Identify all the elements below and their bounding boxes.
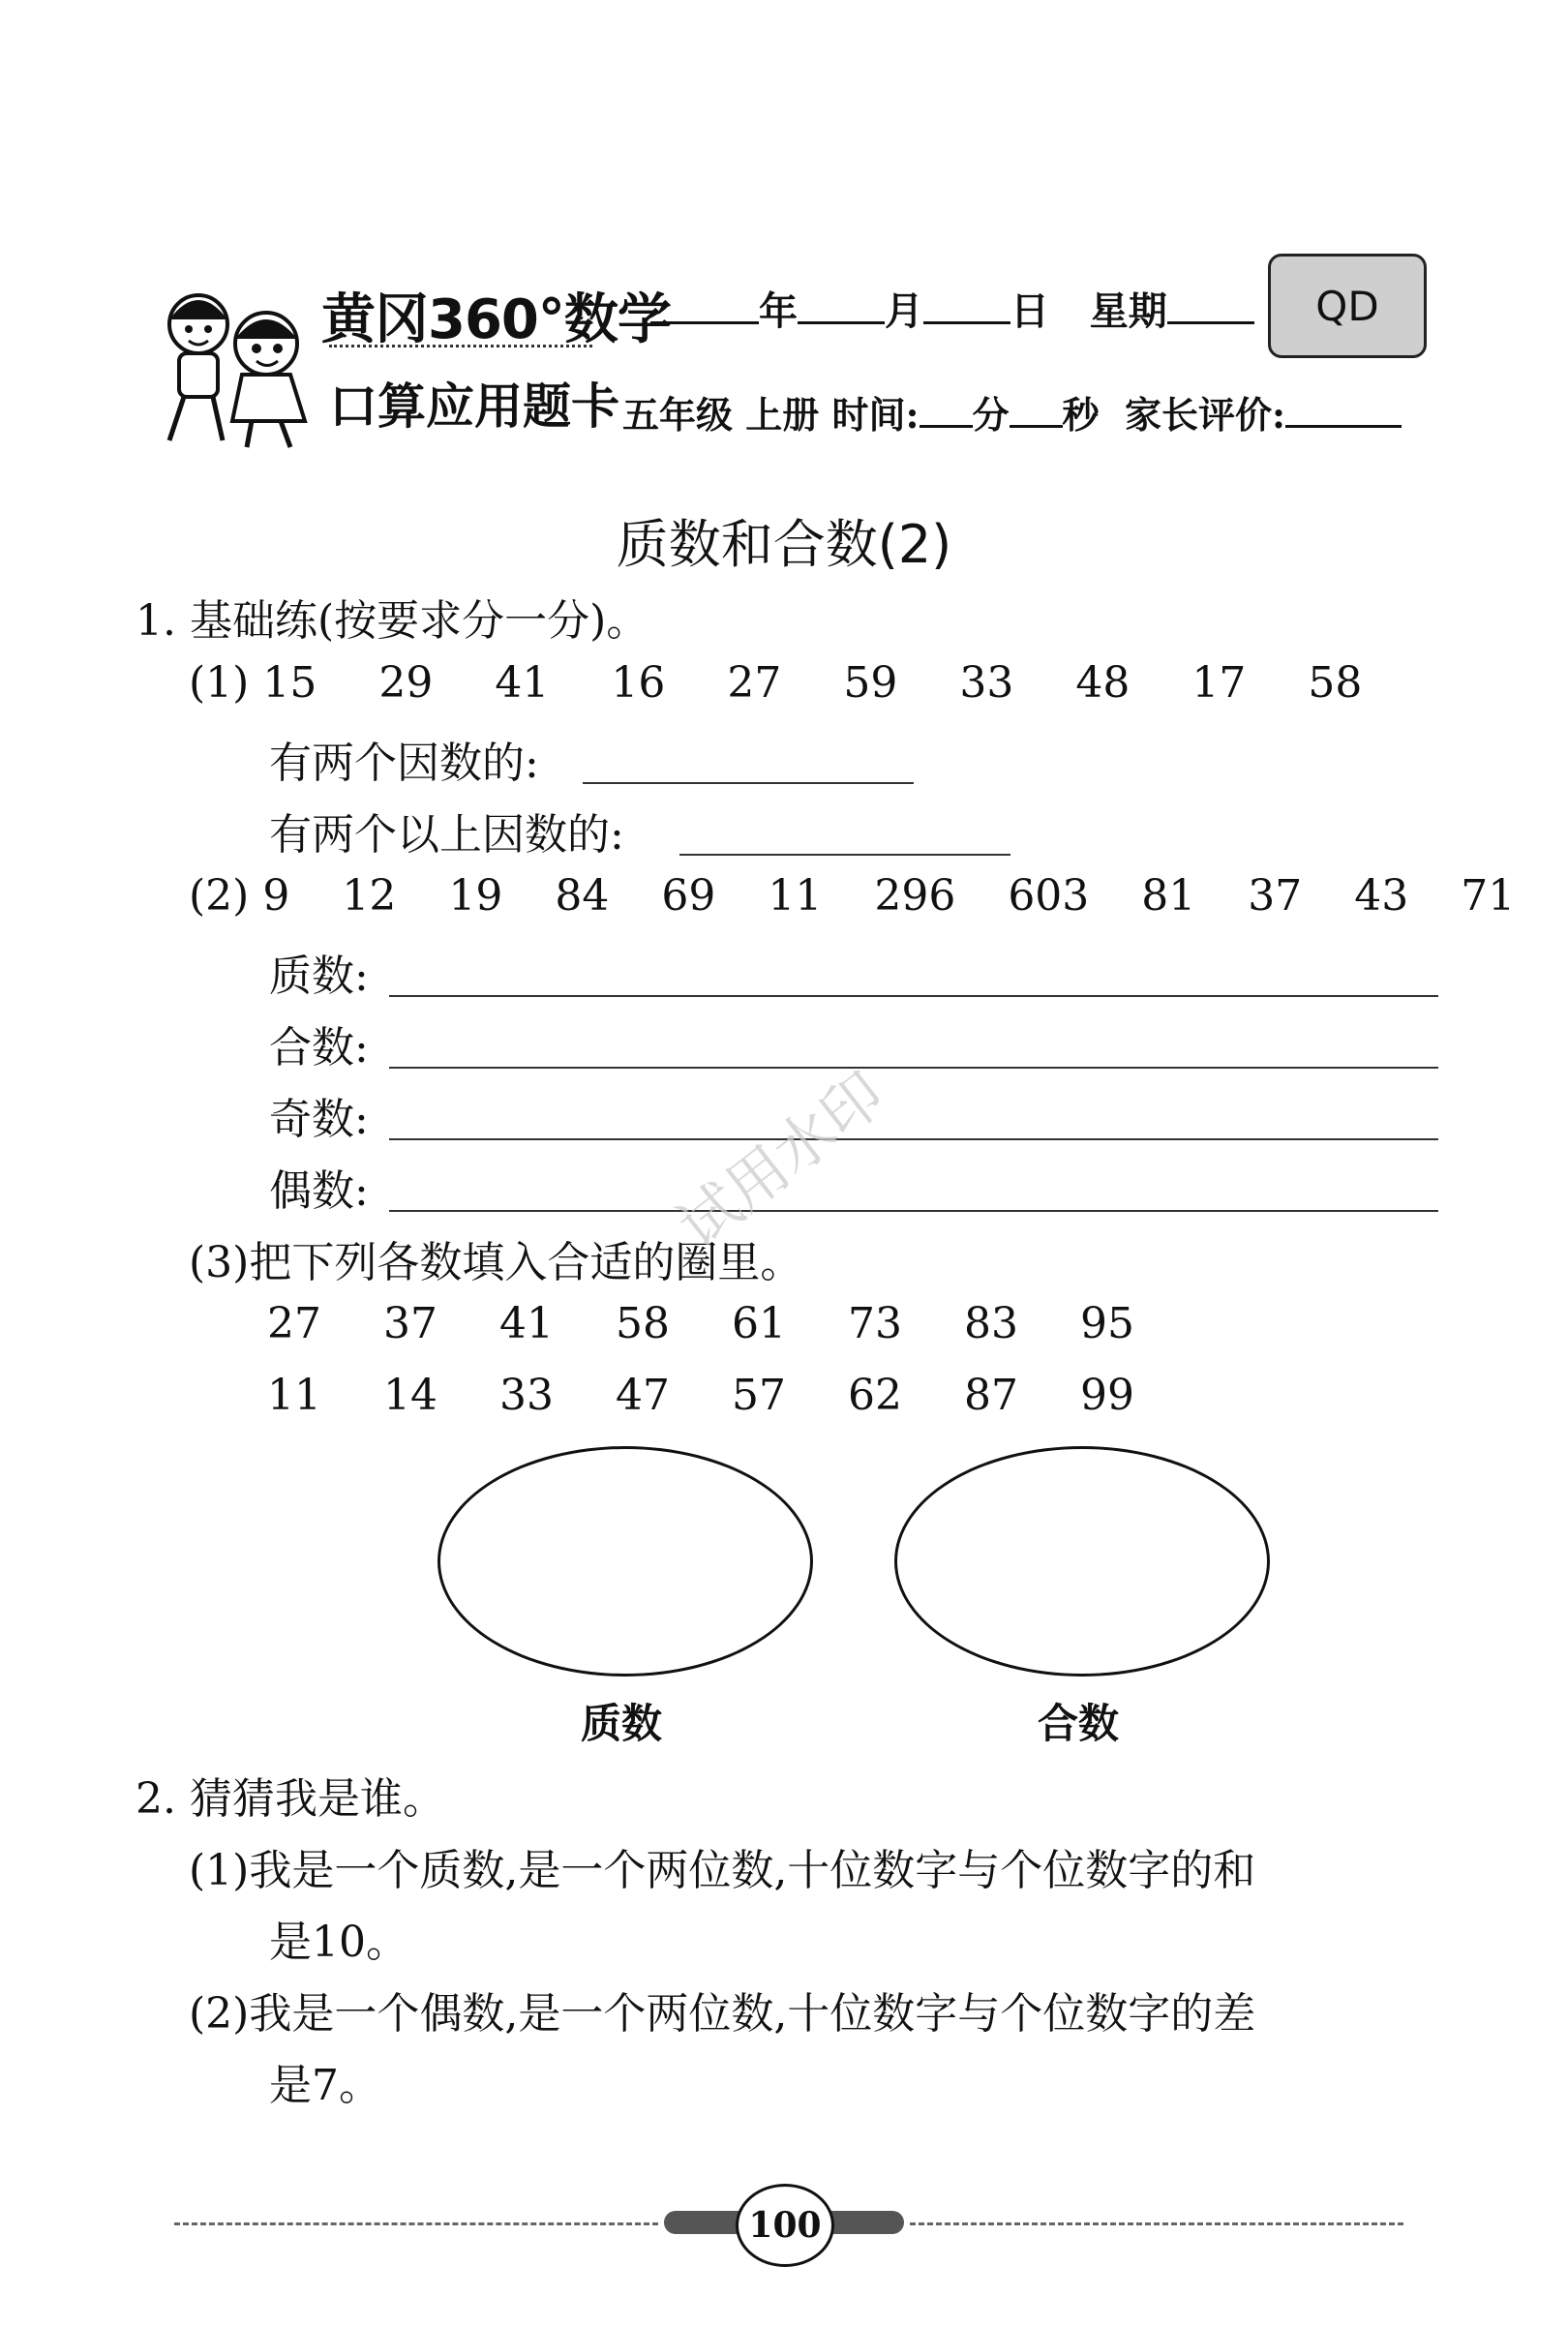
number-item: 43	[1354, 871, 1409, 921]
q1-part1-row	[189, 658, 1362, 708]
q2-part1-label: (1)	[189, 1846, 250, 1895]
number-item: 14	[383, 1371, 437, 1420]
year-label: 年	[759, 288, 798, 334]
number-item: 29	[378, 658, 434, 708]
q1-part3-row1	[267, 1299, 1134, 1348]
number-item: 296	[874, 871, 956, 921]
number-item: 59	[843, 658, 898, 708]
minute-blank[interactable]	[920, 390, 973, 428]
number-item: 16	[611, 658, 666, 708]
even-label: 偶数:	[269, 1166, 369, 1216]
number-item: 99	[1080, 1371, 1134, 1420]
prime-oval-label: 质数	[581, 1700, 663, 1747]
number-item: 69	[661, 871, 716, 921]
q2-part2-line1	[189, 1979, 1255, 2040]
q1-part3-text: 把下列各数填入合适的圈里。	[249, 1238, 803, 1287]
children-logo-illustration	[145, 281, 329, 455]
parent-eval-blank[interactable]	[1285, 390, 1402, 428]
second-blank[interactable]	[1010, 390, 1063, 428]
composite-answer-line[interactable]	[389, 1067, 1438, 1069]
number-item: 47	[616, 1371, 670, 1420]
page-number: 100	[736, 2184, 834, 2267]
month-blank[interactable]	[798, 287, 885, 324]
number-item: 33	[499, 1371, 554, 1420]
number-item: 11	[768, 871, 823, 921]
even-answer-line[interactable]	[389, 1210, 1438, 1212]
composite-oval-label: 合数	[1038, 1700, 1120, 1747]
number-item: 41	[495, 658, 550, 708]
number-item: 27	[727, 658, 782, 708]
number-item: 37	[383, 1299, 437, 1348]
weekday-label: 星期	[1089, 288, 1167, 334]
grade-info: 五年级 上册 时间:	[622, 393, 920, 437]
q1-part3-label: (3)	[189, 1238, 250, 1287]
parent-eval-label: 家长评价:	[1125, 393, 1286, 437]
q1-part2-row	[189, 871, 1515, 921]
q2-heading: 2. 猜猜我是谁。	[136, 1774, 445, 1824]
q2-part1-text: 我是一个质数,是一个两位数,十位数字与个位数字的和	[249, 1846, 1256, 1895]
number-item: 73	[848, 1299, 902, 1348]
edition-badge: QD	[1268, 254, 1427, 358]
brand-title: 黄冈360°数学	[321, 288, 671, 351]
q1-part2-label: (2)	[189, 871, 250, 921]
number-item: 27	[267, 1299, 321, 1348]
month-label: 月	[885, 288, 923, 334]
composite-label: 合数:	[269, 1023, 369, 1073]
page-title: 质数和合数(2)	[616, 514, 952, 575]
q2-part2-line2: 是7。	[269, 2061, 381, 2110]
q1-part1-label: (1)	[189, 658, 250, 708]
number-item: 62	[848, 1371, 902, 1420]
weekday-blank[interactable]	[1167, 287, 1254, 324]
number-item: 11	[267, 1371, 321, 1420]
odd-answer-line[interactable]	[389, 1138, 1438, 1140]
q1-part3-row2	[267, 1371, 1134, 1420]
number-item: 61	[732, 1299, 786, 1348]
q1-heading: 1. 基础练(按要求分一分)。	[136, 596, 649, 646]
minute-label: 分	[972, 393, 1010, 437]
number-item: 57	[732, 1371, 786, 1420]
date-fields	[650, 281, 1254, 336]
number-item: 41	[499, 1299, 554, 1348]
number-item: 19	[448, 871, 503, 921]
footer-dashed-line-left	[174, 2222, 658, 2225]
number-item: 15	[262, 658, 317, 708]
number-item: 81	[1141, 871, 1196, 921]
footer-dashed-line-right	[910, 2222, 1403, 2225]
number-item: 603	[1008, 871, 1090, 921]
two-factors-answer-line[interactable]	[583, 782, 914, 784]
grade-time-row	[622, 385, 1402, 438]
prime-answer-line[interactable]	[389, 995, 1438, 997]
number-item: 9	[262, 871, 290, 921]
q2-part1-line1	[189, 1835, 1255, 1897]
number-item: 84	[555, 871, 610, 921]
brand-subtitle: 口算应用题卡	[329, 378, 619, 435]
brand-divider	[329, 345, 592, 348]
odd-label: 奇数:	[269, 1095, 369, 1144]
number-item: 87	[964, 1371, 1018, 1420]
number-item: 58	[1308, 658, 1363, 708]
watermark: 试用水印	[664, 1058, 898, 1262]
q2-part2-label: (2)	[189, 1989, 250, 2039]
number-item: 48	[1075, 658, 1131, 708]
number-item: 83	[964, 1299, 1018, 1348]
year-blank[interactable]	[650, 287, 759, 324]
number-item: 95	[1080, 1299, 1134, 1348]
day-blank[interactable]	[923, 287, 1010, 324]
number-item: 12	[342, 871, 397, 921]
composite-oval[interactable]	[894, 1446, 1270, 1677]
number-item: 17	[1191, 658, 1247, 708]
two-factors-label: 有两个因数的:	[269, 739, 539, 788]
number-item: 33	[959, 658, 1014, 708]
q2-part1-line2: 是10。	[269, 1918, 408, 1967]
more-factors-answer-line[interactable]	[679, 854, 1010, 856]
prime-oval[interactable]	[437, 1446, 813, 1677]
more-factors-label: 有两个以上因数的:	[269, 810, 624, 860]
number-item: 71	[1461, 871, 1516, 921]
number-item: 58	[616, 1299, 670, 1348]
prime-label: 质数:	[269, 952, 369, 1001]
q2-part2-text: 我是一个偶数,是一个两位数,十位数字与个位数字的差	[249, 1989, 1256, 2039]
day-label: 日	[1010, 288, 1049, 334]
number-item: 37	[1248, 871, 1303, 921]
second-label: 秒	[1062, 393, 1100, 437]
